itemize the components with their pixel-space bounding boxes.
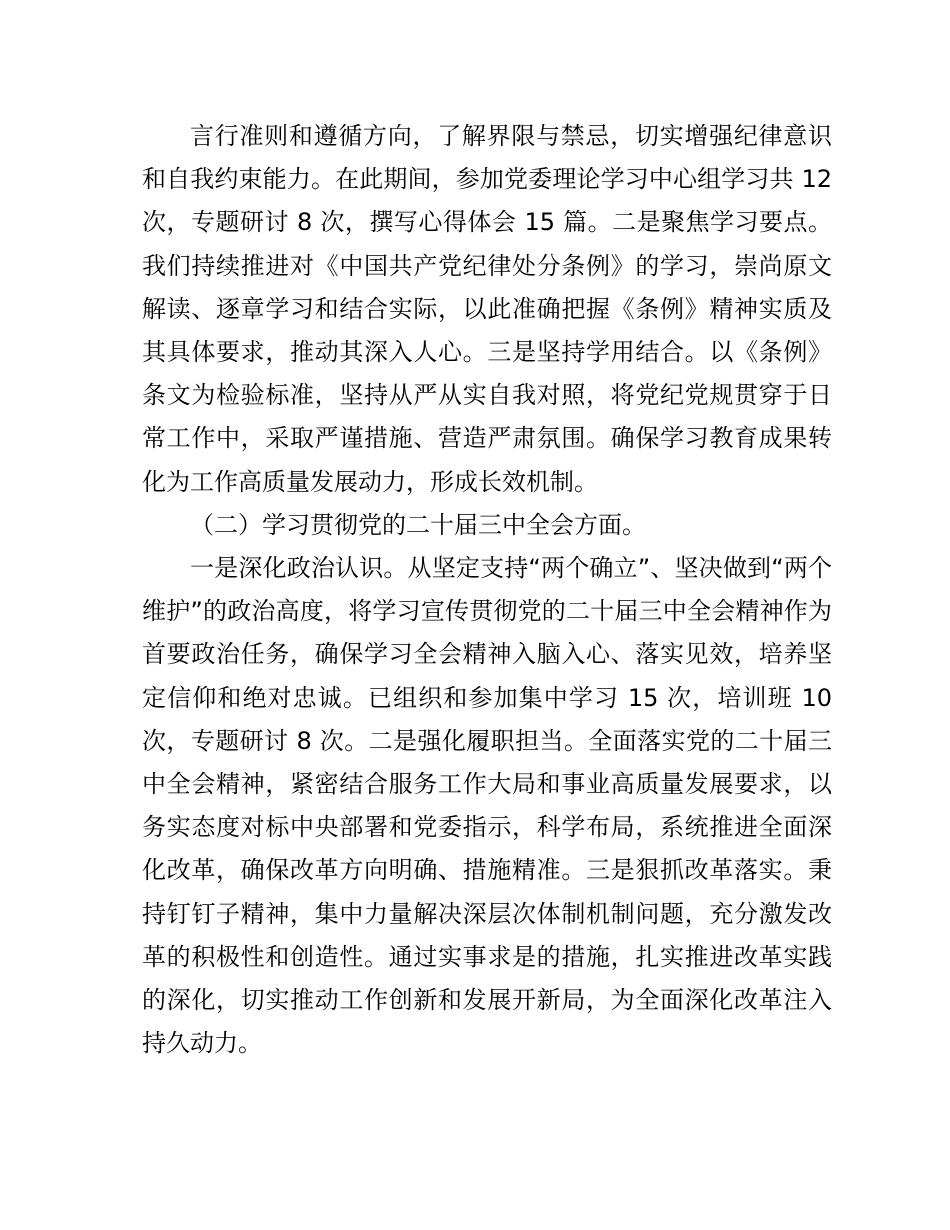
paragraph-discipline-study: 言行准则和遵循方向，了解界限与禁忌，切实增强纪律意识和自我约束能力。在此期间，参加党委理论学习中心组学习共 12 次，专题研讨 8 次，撰写心得体会 15 篇。二是聚焦学习要点。我们持续推进对《中国共产党纪律处分条例》的学习，崇尚原文解读、逐章学习和结合实际，以此准确把握《条例》精神实质及其具体要求，推动其深入人心。三是坚持学用结合。以《条例》条文为检验标准，坚持从严从实自我对照，将党纪党规贯穿于日常工作中，采取严谨措施、营造严肃氛围。确保学习教育成果转化为工作高质量发展动力，形成长效机制。	[142, 122, 832, 496]
document-body	[142, 115, 832, 1065]
section-heading-plenary: （二）学习贯彻党的二十届三中全会方面。	[190, 510, 646, 539]
paragraph-plenary-study: 一是深化政治认识。从坚定支持“两个确立”、坚决做到“两个维护”的政治高度，将学习宣传贯彻党的二十届三中全会精神作为首要政治任务，确保学习全会精神入脑入心、落实见效，培养坚定信仰和绝对忠诚。已组织和参加集中学习 15 次，培训班 10 次，专题研讨 8 次。二是强化履职担当。全面落实党的二十届三中全会精神，紧密结合服务工作大局和事业高质量发展要求，以务实态度对标中央部署和党委指示，科学布局，系统推进全面深化改革，确保改革方向明确、措施精准。三是狠抓改革落实。秉持钉钉子精神，集中力量解决深层次体制机制问题，充分激发改革的积极性和创造性。通过实事求是的措施，扎实推进改革实践的深化，切实推动工作创新和发展开新局，为全面深化改革注入持久动力。	[142, 554, 832, 1058]
